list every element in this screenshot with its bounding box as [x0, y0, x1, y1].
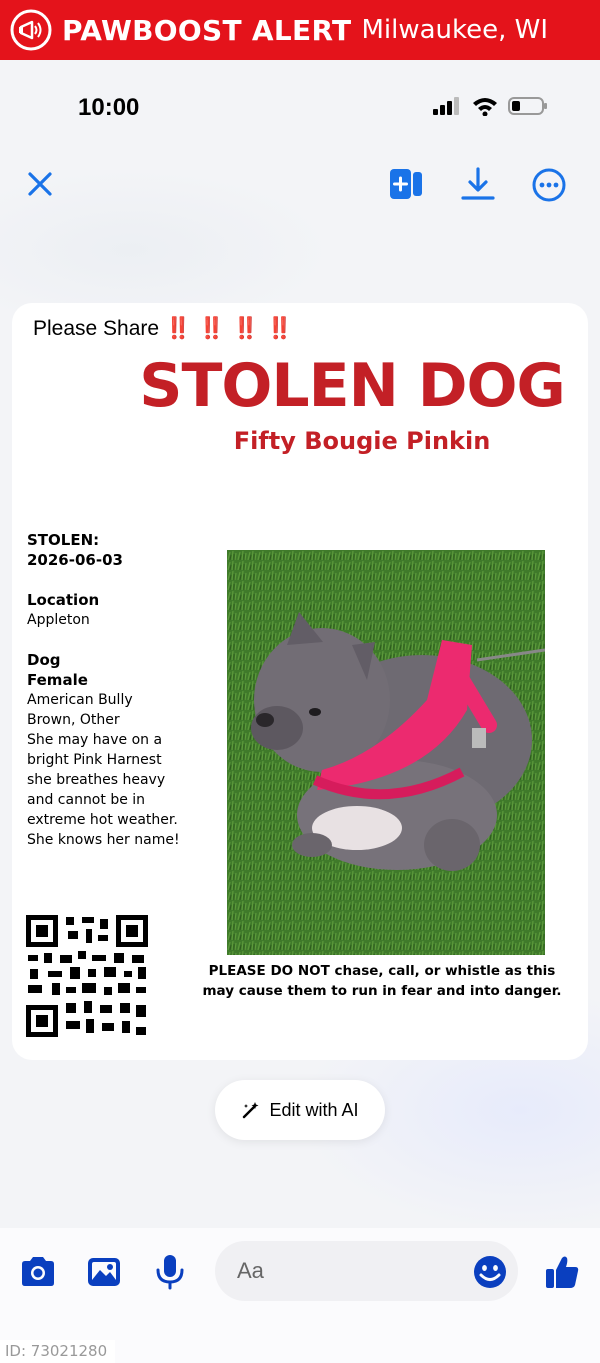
- description-line: and cannot be in: [27, 792, 146, 808]
- warning-line: may cause them to run in fear and into danger.: [202, 983, 562, 999]
- please-share-label: Please Share: [33, 317, 160, 340]
- microphone-button[interactable]: [150, 1252, 190, 1292]
- dog-photo: [227, 550, 545, 955]
- description-line: she breathes heavy: [27, 772, 166, 788]
- message-input[interactable]: Aa: [215, 1241, 518, 1301]
- location-section: [27, 590, 99, 630]
- qr-code: [26, 915, 148, 1037]
- stolen-label: STOLEN:: [27, 531, 100, 549]
- wifi-icon: [472, 96, 498, 116]
- edit-with-ai-label: Edit with AI: [269, 1099, 359, 1120]
- flyer-image[interactable]: [12, 303, 588, 1060]
- status-icons: [432, 96, 548, 116]
- description-line: extreme hot weather.: [27, 812, 178, 828]
- more-icon: [532, 168, 566, 202]
- pet-name: Fifty Bougie Pinkin: [233, 427, 491, 455]
- download-button[interactable]: [458, 164, 498, 204]
- description-line: She may have on a: [27, 732, 163, 748]
- alert-city: Milwaukee, WI: [361, 15, 549, 45]
- status-time: 10:00: [78, 94, 140, 121]
- add-panel-button[interactable]: [386, 164, 426, 204]
- microphone-icon: [155, 1254, 185, 1290]
- signal-icon: [432, 96, 462, 116]
- description-line: Brown, Other: [27, 712, 120, 728]
- close-button[interactable]: [20, 164, 60, 204]
- description-line: She knows her name!: [27, 832, 180, 848]
- please-share-text: [33, 317, 294, 341]
- alert-banner: [0, 0, 600, 60]
- thumbs-up-icon: [544, 1254, 580, 1290]
- pet-details: [27, 650, 180, 850]
- megaphone-icon: [10, 9, 52, 51]
- post-id: ID: 73021280: [0, 1340, 115, 1363]
- sex: Female: [27, 671, 88, 689]
- location-label: Location: [27, 591, 100, 609]
- add-panel-icon: [389, 168, 423, 200]
- thumbs-up-button[interactable]: [542, 1252, 582, 1292]
- exclamation-emojis: ‼️ ‼️ ‼️ ‼️: [164, 317, 295, 340]
- warning-line: PLEASE DO NOT chase, call, or whistle as this: [208, 963, 556, 979]
- safety-warning: [187, 961, 577, 1001]
- magic-wand-icon: [241, 1100, 261, 1120]
- edit-with-ai-button[interactable]: [215, 1080, 385, 1140]
- species: Dog: [27, 651, 61, 669]
- stolen-section: [27, 530, 123, 570]
- alert-title: PAWBOOST ALERT: [62, 13, 352, 47]
- close-icon: [27, 171, 53, 197]
- gallery-icon: [86, 1256, 122, 1288]
- emoji-button[interactable]: [470, 1252, 510, 1292]
- location-value: Appleton: [27, 612, 90, 628]
- description-line: American Bully: [27, 692, 133, 708]
- download-icon: [461, 167, 495, 201]
- flyer-headline: STOLEN DOG: [139, 351, 565, 421]
- stolen-date: 2026-06-03: [27, 551, 123, 569]
- camera-icon: [19, 1256, 57, 1288]
- battery-icon: [508, 96, 548, 116]
- gallery-button[interactable]: [84, 1252, 124, 1292]
- description-line: bright Pink Harnest: [27, 752, 162, 768]
- emoji-icon: [472, 1254, 508, 1290]
- camera-button[interactable]: [18, 1252, 58, 1292]
- more-button[interactable]: [528, 164, 570, 206]
